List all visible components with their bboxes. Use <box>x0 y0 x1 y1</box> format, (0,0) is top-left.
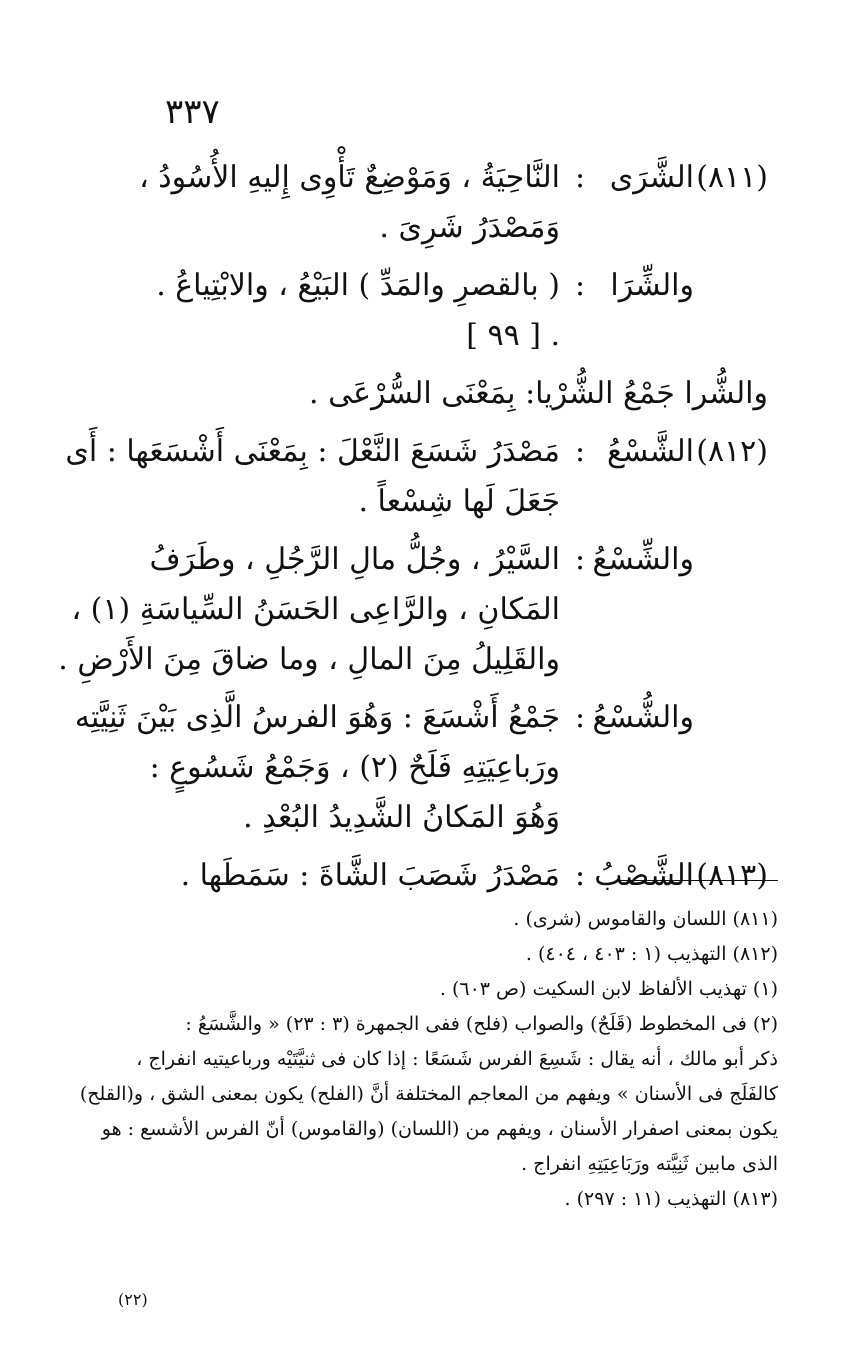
colon: : <box>574 858 586 893</box>
entry-813 <box>100 858 768 908</box>
headword: الشَّرَى <box>609 160 694 195</box>
footnote-line: (١) تهذيب الألفاظ لابن السكيت (ص ٦٠٣) . <box>439 978 778 1000</box>
definition-continuation: جَعَلَ لَها شِسْعاً . <box>358 484 560 519</box>
colon: : <box>574 434 586 469</box>
footnote-divider <box>618 880 778 881</box>
colon: : <box>574 700 586 735</box>
definition-continuation: وَمَصْدَرُ شَرِىَ . <box>379 210 560 245</box>
entry-line <box>74 700 768 750</box>
entry-line <box>100 268 768 318</box>
footnote-line: كالفَلَج فى الأسنان » ويفهم من المعاجم المختلفة أنَّ (الفلح) يكون بمعنى الشق ، و(القلح) <box>79 1083 778 1105</box>
headword: والشُّسْعُ <box>592 700 694 735</box>
entry-number: (٨١١) <box>696 160 768 195</box>
headword: الشَّصْبُ <box>594 858 694 893</box>
definition-text: النَّاحِيَةُ ، وَمَوْضِعٌ تَأْوِى إِليهِ الأُسُودُ ، <box>139 160 560 195</box>
colon: : <box>574 542 586 577</box>
manuscript-folio-marker: . [ ٩٩ ] <box>466 318 560 353</box>
colon: : <box>574 268 586 303</box>
entry-line <box>65 434 768 484</box>
footnote-line: (٨١١) اللسان والقاموس (شرى) . <box>513 908 778 930</box>
dictionary-entries <box>58 160 768 916</box>
footnote-line: يكون بمعنى اصفرار الأسنان ، ويفهم من (اللسان) (والقاموس) أنّ الفرس الأشسع : هو <box>101 1118 778 1140</box>
definition-text: مَصْدَرُ شَصَبَ الشَّاةَ : سَمَطَها . <box>180 858 560 893</box>
definition-text: السَّيْرُ ، وجُلُّ مالِ الرَّجُلِ ، وطَرَفُ <box>149 542 560 577</box>
footnote-line: (٨١٣) التهذيب (١١ : ٢٩٧) . <box>564 1188 778 1210</box>
definition-text: مَصْدَرُ شَسَعَ النَّعْلَ : بِمَعْنَى أَشْسَعَها : أَى <box>65 434 560 469</box>
footnote-line: ذكر أبو مالك ، أنه يقال : شَسِعَ الفرس شَسَعًا : إذا كان فى ثنيَّتَيْه ورباعيتيه انفراج ، <box>136 1048 778 1070</box>
footnote-line: (٢) فى المخطوط (قَلَحٌ) والصواب (فلح) ففى الجمهرة (٣ : ٢٣) « والشَّسَعُ : <box>185 1013 778 1035</box>
footnotes <box>79 902 778 1217</box>
page-number: ٣٣٧ <box>165 92 220 132</box>
entry-number: (٨١٢) <box>696 434 768 469</box>
entry-line <box>100 160 768 210</box>
definition-text: ( بالقصرِ والمَدِّ ) البَيْعُ ، والابْتِياعُ . <box>156 268 560 303</box>
entry-812 <box>65 434 768 534</box>
signature-mark: (٢٢) <box>118 1290 148 1309</box>
entry-number: (٨١٣) <box>696 858 768 893</box>
headword: الشَّسْعُ <box>607 434 694 469</box>
definition-text: والشُّرا جَمْعُ الشُّرْيا: بِمَعْنَى السُّرْعَى . <box>309 376 768 411</box>
entry-shira <box>100 268 768 368</box>
entry-811 <box>100 160 768 260</box>
definition-text: جَمْعُ أَشْسَعَ : وَهُوَ الفرسُ الَّذِى بَيْنَ ثَنِيَّتِه <box>74 700 560 735</box>
definition-continuation: وَهُوَ المَكانُ الشَّدِيدُ البُعْدِ . <box>243 800 560 835</box>
entry-shus <box>74 700 768 850</box>
footnote-line: الذى مابين ثَنِيَّته ورَبَاعِيَتِهِ انفراج . <box>521 1153 778 1175</box>
definition-continuation: المَكانِ ، والرَّاعِى الحَسَنُ السِّياسَةِ (١) ، <box>71 592 560 627</box>
entry-shura <box>100 376 768 426</box>
headword: والشِّرَا <box>610 268 694 303</box>
definition-continuation: والقَلِيلُ مِنَ المالِ ، وما ضاقَ مِنَ الأَرْضِ . <box>58 642 560 677</box>
headword: والشِّسْعُ <box>592 542 694 577</box>
entry-shis <box>58 542 768 692</box>
entry-line <box>100 542 768 592</box>
colon: : <box>574 160 586 195</box>
footnote-line: (٨١٢) التهذيب (١ : ٤٠٣ ، ٤٠٤) . <box>525 943 778 965</box>
entry-line <box>100 858 768 908</box>
definition-continuation: ورَباعِيَتِهِ فَلَحٌ (٢) ، وَجَمْعُ شَسُوعٍ : <box>149 750 560 785</box>
